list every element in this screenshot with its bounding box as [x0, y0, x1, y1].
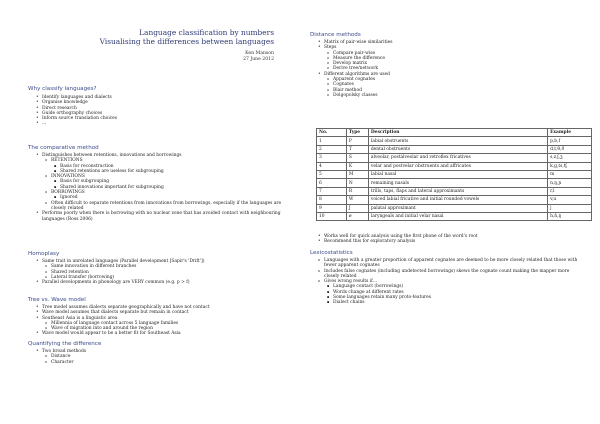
list-item: o Same innovation in different branches — [42, 264, 285, 269]
list-item: • … — [33, 121, 283, 126]
section-heading-homoplasy: Homoplasy — [28, 251, 60, 257]
document-date: 27 June 2012 — [243, 57, 274, 62]
section-heading-lexicostatistics: Lexicostatistics — [310, 250, 353, 256]
list-item: o Often difficult to separate retentions from innovations from borrowings, especially if the languages are closely related — [42, 201, 285, 212]
table-cell: s,z,ʃ,ʒ — [548, 154, 592, 162]
list-item: ▪ Shared retentions are useless for subgrouping — [51, 169, 285, 174]
table-header-row — [317, 129, 592, 137]
list-item: o Derive tree/network — [324, 66, 585, 71]
table-cell: k,g,ts,tʃ — [548, 162, 592, 170]
table-row — [317, 162, 592, 170]
table-cell: n,ŋ,ɲ — [548, 179, 592, 187]
list-item: ▪ Language contact (borrowings) — [324, 284, 585, 289]
list-item: • Two broad methods — [33, 349, 285, 354]
section-heading-distance: Distance methods — [310, 32, 361, 38]
list-item: ▪ Some languages retain many proto-features — [324, 295, 585, 300]
list-item: ▪ Dialect chains — [324, 300, 585, 305]
list-item: • Matrix of pair-wise similarities — [315, 40, 585, 45]
list-item: o Compare pair-wise — [324, 51, 585, 56]
list-item: ▪ Ignored — [51, 195, 285, 200]
list-item: o BORROWINGS — [42, 190, 285, 195]
table-cell: M — [346, 170, 368, 178]
author-name: Ken Manson — [245, 51, 274, 56]
table-cell: labial nasal — [368, 170, 547, 178]
list-item: • Direct research — [33, 106, 283, 111]
table-row — [317, 154, 592, 162]
column-header: Description — [368, 129, 547, 137]
table-cell: m — [548, 170, 592, 178]
table-row — [317, 145, 592, 153]
list-item: • Inform source translation choices — [33, 116, 283, 121]
table-cell: p,b,f — [548, 137, 592, 145]
list-item: • Wave model assumes that dialects separate but remain in contact — [33, 310, 285, 315]
dolgopolsky-table — [316, 128, 592, 221]
table-cell: 9 — [317, 204, 347, 212]
table-cell: j — [548, 204, 592, 212]
table-cell: 6 — [317, 179, 347, 187]
list-item: • Organise knowledge — [33, 100, 283, 105]
list-item: • Wave model would appear to be a better fit for Southeast Asia — [33, 331, 285, 336]
table-cell: 4 — [317, 162, 347, 170]
list-item: • Same trait in unrelated languages (Parallel development [Sapir's 'Drift']) — [33, 259, 285, 264]
table-cell: alveolar, postalveolar and retroflex fricatives — [368, 154, 547, 162]
list-item: ▪ Basis for reconstruction — [51, 164, 285, 169]
list-item: • Guide orthography choices — [33, 111, 283, 116]
document-title: Language classification by numbers — [139, 28, 274, 37]
table-cell: 2 — [317, 145, 347, 153]
table-cell: 10 — [317, 212, 347, 220]
table-cell: 7 — [317, 187, 347, 195]
table-cell: labial obstruents — [368, 137, 547, 145]
list-item: • Recommend this for exploratory analysis — [315, 239, 585, 244]
table-cell: 5 — [317, 170, 347, 178]
list-item: o Apparent cognates — [324, 77, 585, 82]
table-cell: h,ɦ,ŋ — [548, 212, 592, 220]
list-item: o RETENTIONS — [42, 158, 285, 163]
list-item: o Blair method — [324, 88, 585, 93]
list-item: • Different algorithms are used — [315, 72, 585, 77]
table-row — [317, 170, 592, 178]
section-heading-quantifying: Quantifying the difference — [28, 341, 102, 347]
table-cell: 3 — [317, 154, 347, 162]
table-cell: 8 — [317, 196, 347, 204]
after-table-list — [315, 234, 585, 245]
list-item: o Wave of migration into and around the region — [42, 326, 285, 331]
list-item: • Parallel developments in phonology are VERY common (e.g. p > f) — [33, 280, 285, 285]
table-cell: K — [346, 162, 368, 170]
column-header: Type — [346, 129, 368, 137]
table-cell: laryngeals and initial velar nasal — [368, 212, 547, 220]
table-cell: voiced labial fricative and initial rounded vowels — [368, 196, 547, 204]
list-item: o Includes false cognates (including undetected borrowings) skews the cognate count making the mapper more closely related — [315, 269, 585, 280]
list-item: • Identify languages and dialects — [33, 95, 283, 100]
list-item: • Performs poorly when there is borrowing with no nuclear zone that has avoided contact with neighbouring languages (Ross 2006) — [33, 211, 285, 222]
table-cell: S — [346, 154, 368, 162]
table-cell: 1 — [317, 137, 347, 145]
tree-list — [33, 305, 285, 337]
table-cell: velar and postvelar obstruents and affricates — [368, 162, 547, 170]
list-item: • Tree model assumes dialects separate geographically and have not contact — [33, 305, 285, 310]
table-cell: d,t,θ,ð — [548, 145, 592, 153]
comparative-list — [33, 153, 285, 222]
table-cell: J — [346, 204, 368, 212]
table-row — [317, 187, 592, 195]
list-item: o Develop matrix — [324, 61, 585, 66]
table-cell: R — [346, 187, 368, 195]
list-item: o Languages with a greater proportion of apparent cognates are deemed to be more closely related that those with fewer apparent cognates — [315, 258, 585, 269]
list-item: o Millennia of language contact across 5 language families — [42, 321, 285, 326]
title-block — [28, 28, 274, 63]
table-row — [317, 204, 592, 212]
list-item: o Cognates — [324, 82, 585, 87]
list-item: o Lateral transfer (borrowing) — [42, 275, 285, 280]
lexico-list — [315, 258, 585, 306]
quantifying-list — [33, 349, 285, 365]
table-row — [317, 196, 592, 204]
table-row — [317, 137, 592, 145]
list-item: o Distance — [42, 354, 285, 359]
homoplasy-list — [33, 259, 285, 285]
list-item: ▪ Shared innovations important for subgrouping — [51, 185, 285, 190]
list-item: o Gives wrong results if… — [315, 279, 585, 284]
table-cell: P — [346, 137, 368, 145]
section-heading-why: Why classify languages? — [28, 86, 97, 92]
table-row — [317, 179, 592, 187]
list-item: o Dolgopolsky classes — [324, 93, 585, 98]
list-item: ▪ Words change at different rates — [324, 290, 585, 295]
list-item: o Character — [42, 360, 285, 365]
list-item: ▪ Basis for subgrouping — [51, 179, 285, 184]
section-heading-tree: Tree vs. Wave model — [28, 297, 86, 303]
list-item: • Steps — [315, 45, 585, 50]
column-header: Example — [548, 129, 592, 137]
list-item: o Shared retention — [42, 270, 285, 275]
list-item: • Distinguishes between retentions, innovations and borrowings — [33, 153, 285, 158]
list-item: • Works well for quick analysis using the first phone of the word's root — [315, 234, 585, 239]
table-cell: palatal approximant — [368, 204, 547, 212]
table-cell: trills, taps, flaps and lateral approximants — [368, 187, 547, 195]
column-header: No. — [317, 129, 347, 137]
section-heading-comparative: The comparative method — [28, 145, 99, 151]
why-list — [33, 95, 283, 127]
table-cell: ø — [346, 212, 368, 220]
table-cell: N — [346, 179, 368, 187]
table-cell: dental obstruents — [368, 145, 547, 153]
table-cell: W — [346, 196, 368, 204]
table-cell: v,u — [548, 196, 592, 204]
document-subtitle: Visualising the differences between languages — [99, 37, 274, 46]
table-cell: remaining nasals — [368, 179, 547, 187]
list-item: o Measure the difference — [324, 56, 585, 61]
table-row — [317, 212, 592, 220]
table-cell: T — [346, 145, 368, 153]
list-item: • Southeast Asia is a linguistic area — [33, 316, 285, 321]
distance-list — [315, 40, 585, 98]
list-item: o INNOVATIONS — [42, 174, 285, 179]
table-cell: r,l — [548, 187, 592, 195]
